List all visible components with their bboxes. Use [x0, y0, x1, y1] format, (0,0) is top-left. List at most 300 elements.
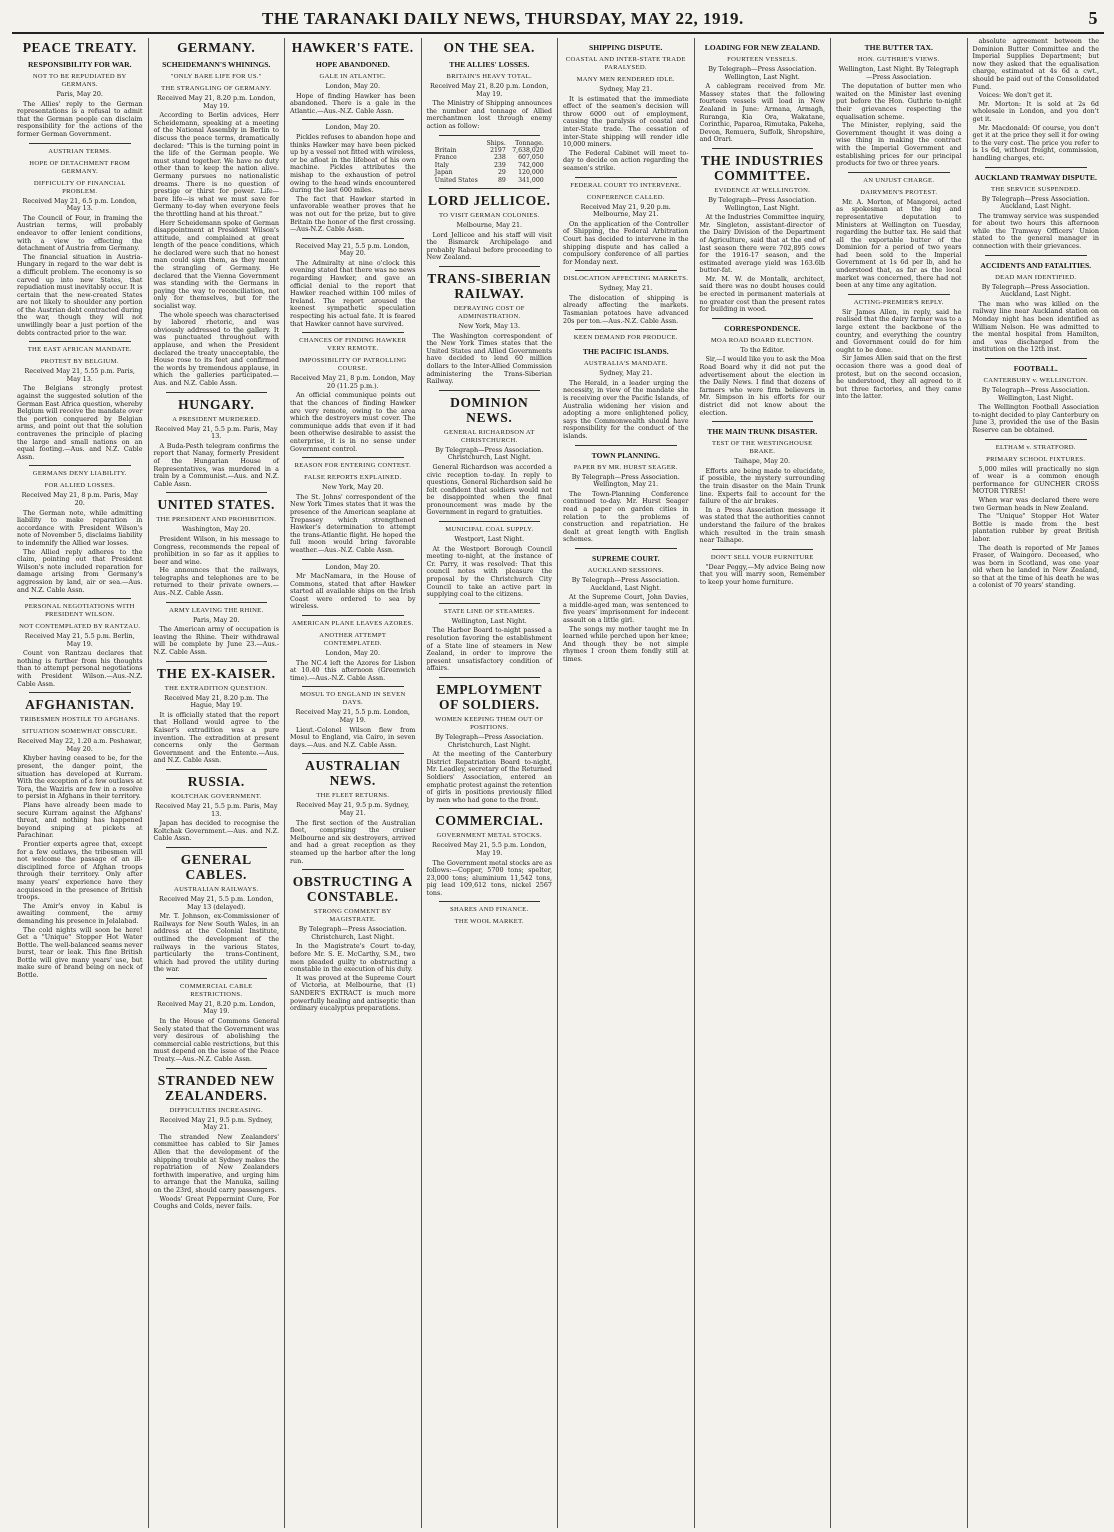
- dateline: New York, May 13.: [458, 321, 521, 330]
- dateline: Westport, Last Night.: [454, 535, 525, 544]
- sub-headline: CANTERBURY v. WELLINGTON.: [983, 377, 1088, 384]
- section-headline: RUSSIA.: [187, 773, 245, 789]
- dateline: Received May 21, 5.5 p.m. London, May 13 (delayed).: [159, 894, 274, 911]
- section-headline: HUNGARY.: [178, 396, 255, 412]
- dateline: Melbourne, May 21.: [456, 221, 523, 229]
- sub-headline: MANY MEN RENDERED IDLE.: [576, 76, 675, 83]
- sub-headline: PRIMARY SCHOOL FIXTURES.: [986, 455, 1086, 463]
- divider-rule: [439, 808, 541, 809]
- article-paragraph: The Minister, replying, said the Government thought it was doing a wise thing in making the contract with the Imperial Government and establishing prices for our principal products for two or three years.: [836, 121, 962, 168]
- article-paragraph: The dislocation of shipping is already affecting the markets. Tasmanian potatoes have advanced 20s per ton.—Aus.-N.Z. Cable Assn.: [563, 293, 689, 325]
- article-paragraph: Woods' Great Peppermint Cure, For Coughs and Colds, never fails.: [153, 1194, 279, 1211]
- sub-headline: STATE LINE OF STEAMERS.: [443, 607, 535, 615]
- sub-headline: BRITAIN'S HEAVY TOTAL.: [446, 73, 532, 80]
- dateline: By Telegraph—Press Association. Wellington, Last Night.: [708, 65, 817, 81]
- sub-headline: FEDERAL COURT TO INTERVENE.: [570, 181, 682, 189]
- divider-rule: [575, 177, 677, 178]
- article-paragraph: The "Unique" Stopper Hot Water Bottle is made from the best plantation rubber by great British labor.: [972, 512, 1099, 543]
- article-paragraph: Voices: We don't get it.: [978, 91, 1053, 100]
- divider-rule: [166, 847, 268, 848]
- table-cell: 239: [494, 161, 506, 169]
- sub-headline: PAPER BY MR. HURST SEAGER.: [573, 463, 678, 471]
- sub-headline: EVIDENCE AT WELLINGTON.: [714, 186, 811, 194]
- section-headline: DOMINION NEWS.: [450, 394, 529, 425]
- sub-headline: THE SERVICE SUSPENDED.: [991, 185, 1081, 193]
- divider-rule: [166, 1068, 268, 1069]
- dateline: Received May 21, 8.20 p.m. The Hague, May 19.: [164, 693, 269, 710]
- sub-headline: NOT TO BE REPUDIATED BY GERMANS.: [32, 73, 127, 88]
- table-cell: Britain: [434, 146, 457, 154]
- article-paragraph: The Federal Cabinet will meet to-day to decide on action regarding the seamen's strike.: [563, 148, 689, 172]
- sub-headline: DON'T SELL YOUR FURNITURE: [710, 553, 814, 561]
- article-headline: TOWN PLANNING.: [591, 450, 660, 460]
- divider-rule: [302, 869, 404, 870]
- article-paragraph: The songs my mother taught me In learned while perched upon her knee; And though they be not simple rhymes I croon them fondly still at times.: [563, 624, 689, 663]
- divider-rule: [439, 677, 541, 678]
- divider-rule: [166, 392, 268, 393]
- sub-headline: DAIRYMEN'S PROTEST.: [860, 188, 938, 196]
- table-cell: 238: [494, 154, 506, 162]
- article-paragraph: President Wilson, in his message to Congress, recommends the repeal of prohibition in so far as it applies to beer and wine.: [153, 534, 279, 566]
- sub-headline: GALE IN ATLANTIC.: [319, 73, 386, 80]
- sub-headline: KOLTCHAK GOVERNMENT.: [170, 792, 262, 800]
- dateline: Received May 21, 9.5 p.m. Sydney, May 21.: [296, 801, 410, 817]
- dateline: By Telegraph—Press Association. Wellington, Last Night.: [981, 386, 1090, 402]
- sub-headline: STRONG COMMENT BY MAGISTRATE.: [313, 908, 392, 924]
- table-cell: 89: [497, 176, 506, 184]
- sub-headline: ARMY LEAVING THE RHINE.: [169, 606, 264, 614]
- dateline: Received May 21, 5.5 p.m. London, May 19.: [295, 708, 410, 725]
- article-headline: THE MAIN TRUNK DISASTER.: [707, 427, 818, 437]
- divider-rule: [712, 318, 814, 319]
- article-paragraph: Count von Rantzau declares that nothing is further from his thoughts than to attempt personal negotiations with President Wilson.—Aus.-N.Z. Cable Assn.: [17, 649, 143, 688]
- divider-rule: [166, 661, 268, 662]
- dateline: Paris, May 20.: [193, 615, 240, 624]
- column-4: [422, 38, 559, 1528]
- article-paragraph: Pickles refuses to abandon hope and thinks Hawker may have been picked up by a vessel not fitted with wireless, or be afloat in the lifeboat of his own machine. Pickles attributes the mishap to the exhaustion of petrol owing to the head winds encountered during the last 600 miles.: [290, 132, 416, 195]
- article-paragraph: At the Industries Committee inquiry, Mr. Singleton, assistant-director of the Dairy Division of the Department of Agriculture, said that at the end of last season there were 702,895 cows for the 1916-17 season, and the estimated average yield was 163.6lb butter-fat.: [699, 213, 825, 275]
- divider-rule: [712, 549, 814, 550]
- divider-rule: [302, 457, 404, 458]
- divider-rule: [439, 188, 541, 189]
- article-paragraph: The Allies' reply to the German representations is a refusal to admit that the German people can disclaim responsibility for the actions of the former German Government.: [17, 99, 143, 138]
- sub-headline: SHARES AND FINANCE.: [450, 906, 529, 914]
- sub-headline: ACTING-PREMIER'S REPLY.: [853, 298, 944, 306]
- dateline: New York, May 20.: [321, 483, 384, 492]
- divider-rule: [439, 603, 541, 604]
- divider-rule: [302, 332, 404, 333]
- sub-headline: AUSTRIAN TERMS.: [48, 147, 112, 155]
- article-paragraph: Sir James Allen, in reply, said he realised that the dairy farmer was to a large extent the backbone of the country, and everything the country and Government could do for him ought to be done.: [836, 307, 962, 354]
- article-paragraph: The financial situation in Austria-Hungary in regard to the war debt is a difficult problem. The economy is so carved up into new States, that repudiation must inevitably occur. It is certain that the new-created States are not likely to shoulder any portion of the Austrian debt contracted during the war, though they will not unwillingly bear a just portion of the debts contracted prior to the war.: [17, 252, 143, 337]
- article-paragraph: It is officially stated that the report that Holland would agree to the Kaiser's extradition was a pure invention. The extradition at present concerns only the German Government and the Entente.—Aus. and N.Z. Cable Assn.: [153, 710, 279, 765]
- divider-rule: [848, 294, 950, 295]
- divider-rule: [302, 559, 404, 560]
- dateline: Received May 21, 8.20 p.m. London, May 19.: [156, 94, 276, 110]
- article-paragraph: Mr. T. Johnson, ex-Commissioner of Railways for New South Wales, in an address at the Colonial Institute, outlined the development of the railways in the various States, particularly the trans-Continent, which had proved the utility during the war.: [153, 912, 279, 974]
- divider-rule: [302, 686, 404, 687]
- table-cell: France: [434, 154, 457, 162]
- article-paragraph: Mr MacNamara, in the House of Commons, stated that after Hawker started all available ships on the Irish Coast were ordered to sea by wireless.: [290, 572, 416, 611]
- divider-rule: [985, 255, 1088, 256]
- article-paragraph: At the Supreme Court, John Davies, a middle-aged man, was sentenced to five years' imprisonment for indecent assault on a little girl.: [563, 593, 689, 624]
- article-paragraph: absolute agreement between the Dominion Butter Committee and the Imperial Supplies Department; but now they asked that the equalisation charge, estimated at 4s 6d a cwt., should be paid out of the Consolidated Fund.: [972, 38, 1099, 91]
- article-paragraph: General Richardson was accorded a civic reception to-day. In reply to questions, General Richardson said he felt confident that soldiers would not be disappointed when the final pronouncement was made by the Government in regard to gratuities.: [426, 462, 552, 517]
- article-paragraph: The Washington correspondent of the New York Times states that the United States and Allied Governments have decided to lend 60 million dollars to the Inter-Allied Commission administering the Trans-Siberian Railway.: [426, 331, 552, 386]
- sub-headline: AUSTRALIAN RAILWAYS.: [174, 885, 259, 893]
- section-headline: COMMERCIAL.: [435, 813, 544, 829]
- divider-rule: [302, 753, 404, 754]
- dateline: Washington, May 20.: [182, 525, 251, 534]
- section-headline: GERMANY.: [177, 40, 256, 55]
- divider-rule: [29, 143, 131, 144]
- dateline: London, May 20.: [325, 649, 380, 658]
- sub-headline: HON. GUTHRIE'S VIEWS.: [857, 56, 940, 63]
- dateline: Received May 21, 5.5 p.m. London, May 19.: [432, 841, 547, 857]
- divider-rule: [712, 148, 814, 149]
- sub-headline: AUSTRALIA'S MANDATE.: [583, 360, 668, 368]
- article-headline: LOADING FOR NEW ZEALAND.: [704, 43, 820, 52]
- shipping-loss-table: [433, 140, 546, 184]
- article-paragraph: A cablegram received from Mr. Massey states that the following fourteen vessels will load in New Zealand in June: Armana, Armagh, Ruranga, Kia Ora, Wakatane, Corinthic, Paparoa, Rimutaka, Pakeha, Devon, Remuera, Suffolk, Shropshire, and Orari.: [699, 82, 825, 144]
- divider-rule: [166, 602, 268, 603]
- dateline: Received May 21, 8 p.m. Paris, May 20.: [21, 491, 138, 507]
- section-headline: EMPLOYMENT OF SOLDIERS.: [436, 681, 543, 712]
- table-cell: 7,638,020: [512, 146, 544, 154]
- divider-rule: [985, 167, 1088, 168]
- sub-headline: GENERAL RICHARDSON AT CHRISTCHURCH.: [443, 428, 535, 444]
- section-headline: UNITED STATES.: [157, 497, 275, 513]
- sub-headline: GOVERNMENT METAL STOCKS.: [436, 832, 542, 840]
- article-paragraph: The Town-Planning Conference continued to-day. Mr. Hurst Seager read a paper on garden cities in relation to the problems of construction and repatriation. He dealt at great length with English schemes.: [563, 489, 689, 544]
- dateline: To the Editor.: [740, 345, 785, 354]
- dateline: By Telegraph—Press Association. Wellington, Last Night.: [708, 195, 817, 212]
- sub-headline: ELTHAM v. STRATFORD.: [995, 443, 1076, 451]
- sub-headline: "ONLY BARE LIFE FOR US.": [170, 73, 262, 80]
- article-paragraph: The Admiralty at nine o'clock this evening stated that there was no news regarding Hawker, and gave an official denial to the report that Hawker reached within 100 miles of Ireland. The report aroused the keenest sympathetic speculation respecting his actual fate. It is feared that Hawker cannot have survived.: [290, 258, 416, 328]
- divider-rule: [439, 266, 541, 267]
- sub-headline: THE FLEET RETURNS.: [316, 792, 390, 800]
- article-paragraph: The whole speech was characterised by labored rhetoric, and was obviously addressed to the gallery. It was punctuated throughout with applause, and when the President declared the treaty unacceptable, the House rose to its feet and confirmed the words by tremendous applause, in which the galleries participated.—Aus. and N.Z. Cable Assn.: [153, 310, 279, 387]
- sub-headline: IMPOSSIBILITY OF PATROLLING COURSE.: [299, 357, 407, 373]
- sub-headline: TEST OF THE WESTINGHOUSE BRAKE.: [712, 440, 813, 456]
- divider-rule: [439, 521, 541, 522]
- dateline: Received May 22, 1.20 a.m. Peshawar, May 20.: [17, 737, 143, 753]
- article-paragraph: Japan has decided to recognise the Koltchak Government.—Aus. and N.Z. Cable Assn.: [153, 819, 279, 843]
- article-headline: FOOTBALL.: [1013, 364, 1058, 373]
- article-paragraph: 5,000 miles will practically no sign of wear is a common enough performance for GUNCHER CROSS MOTOR TYRES!: [972, 464, 1099, 496]
- dateline: By Telegraph—Press Association. Christchurch, Last Night.: [298, 925, 407, 941]
- sub-headline: DISLOCATION AFFECTING MARKETS.: [563, 275, 689, 283]
- sub-headline: MOA ROAD BOARD ELECTION.: [710, 336, 814, 344]
- divider-rule: [302, 615, 404, 616]
- divider-rule: [575, 445, 677, 446]
- table-cell: 341,000: [518, 176, 544, 184]
- sub-headline: GERMANS DENY LIABILITY.: [32, 470, 127, 478]
- section-headline: PEACE TREATY.: [22, 40, 137, 55]
- sub-headline: DEAD MAN IDENTIFIED.: [995, 273, 1077, 281]
- masthead-title: THE TARANAKI DAILY NEWS, THURSDAY, MAY 22, 1919.: [262, 9, 744, 28]
- section-headline: LORD JELLICOE.: [428, 193, 551, 208]
- article-headline: SCHEIDEMANN'S WHININGS.: [162, 60, 271, 69]
- article-paragraph: A Buda-Pesth telegram confirms the report that Nanay, formerly President of the Hungarian House of Representatives, was murdered in a train by a Communist.—Aus. and N.Z. Cable Assn.: [153, 441, 279, 488]
- dateline: Received May 21, 9.5 p.m. Sydney, May 21.: [159, 1115, 273, 1132]
- article-headline: THE ALLIES' LOSSES.: [449, 60, 530, 69]
- column-8: [968, 38, 1105, 1528]
- article-paragraph: The cold nights will soon be here! Get a "Unique" Stopper Hot Water Bottle. The well-balanced seams never burst, tear or leak. This fine British Bottle will give many years' use, but make sure of brand being on neck of Bottle.: [17, 925, 143, 980]
- sub-headline: A PRESIDENT MURDERED.: [172, 415, 261, 423]
- divider-rule: [29, 465, 131, 466]
- dateline: Sydney, May 21.: [599, 284, 653, 293]
- article-paragraph: The American army of occupation is leaving the Rhine. Their withdrawal will be complete by June 23.—Aus.-N.Z. Cable Assn.: [153, 625, 279, 657]
- table-header-cell: [433, 140, 483, 147]
- table-cell: 742,000: [518, 161, 544, 169]
- article-paragraph: The Council of Four, in framing the Austrian terms, will probably endeavor to offer lenient conditions, with a view to effecting the detachment of Austria from Germany.: [17, 213, 143, 253]
- sub-headline: HOPE OF DETACHMENT FROM GERMANY.: [29, 159, 131, 175]
- section-headline: THE EX-KAISER.: [156, 665, 276, 681]
- divider-rule: [985, 439, 1088, 440]
- article-paragraph: The stranded New Zealanders' committee has cabled to Sir James Allen that the development of the shipping trouble at Sydney makes the repatriation of New Zealanders forthwith imperative, and urging him to arrange that the Manuka, sailing on the 23rd, should carry passengers.: [153, 1132, 279, 1194]
- article-headline: RESPONSIBILITY FOR WAR.: [27, 60, 132, 69]
- sub-headline: PERSONAL NEGOTIATIONS WITH PRESIDENT WILSON.: [24, 603, 135, 619]
- article-paragraph: The Harbor Board to-night passed a resolution favoring the establishment of a State line of steamers in New Zealand, in order to improve the present unsatisfactory condition of affairs.: [426, 626, 552, 673]
- article-paragraph: Sir James Allen said that on the first occasion there was a good deal of protest, but on the second occasion, he understood, they all agreed to it but three factories, and they came into the latter.: [836, 354, 962, 401]
- article-paragraph: Lord Jellicoe and his staff will visit the Bismarck Archipelago and probably Rabaul before proceeding to New Zealand.: [426, 230, 552, 262]
- article-paragraph: The deputation of butter men who waited on the Minister last evening put before the Hon. Guthrie to-night their grievances respecting the equalisation scheme.: [836, 82, 962, 121]
- article-paragraph: At the Westport Borough Council meeting to-night, at the instance of Cr. Parry, it was resolved: That this council notes with pleasure the proposal by the Christchurch City Council to take an active part in supplying coal to the citizens.: [426, 544, 552, 599]
- divider-rule: [302, 238, 404, 239]
- sub-headline: MUNICIPAL COAL SUPPLY.: [445, 526, 534, 534]
- divider-rule: [166, 492, 268, 493]
- article-paragraph: The Ministry of Shipping announces the number and tonnage of Allied merchantmen lost through enemy action as follow:: [426, 99, 552, 130]
- sub-headline: TRIBESMEN HOSTILE TO AFGHANS.: [20, 716, 140, 724]
- sub-headline: REASON FOR ENTERING CONTEST.: [294, 462, 411, 470]
- article-paragraph: In the Magistrate's Court to-day, before Mr. S. E. McCarthy, S.M., two men pleaded guilty to obstructing a constable in the execution of his duty.: [290, 942, 416, 974]
- divider-rule: [166, 978, 268, 979]
- sub-headline: NOT CONTEMPLATED BY RANTZAU.: [19, 623, 141, 631]
- sub-headline: THE PRESIDENT AND PROHIBITION.: [156, 516, 277, 524]
- dateline: Received May 21, 5.5 p.m. Berlin, May 19.: [24, 632, 135, 648]
- article-paragraph: Sir,—I would like you to ask the Moa Road Board why it did not put the advertisement about the election in the Daily News. I find that dozens of farmers who were firm believers in Mr. Simpson in his efforts for our district did not know about the election.: [699, 355, 825, 417]
- article-paragraph: On the application of the Controller of Shipping, the Federal Arbitration Court has decided to intervene in the shipping dispute and has called a compulsory conference of all parties for Monday next.: [563, 219, 689, 266]
- divider-rule: [29, 692, 131, 693]
- dateline: Taihape, May 20.: [734, 457, 791, 466]
- article-paragraph: Herr Scheidemann spoke of German disappointment at President Wilson's attitude, and complained at great length of the peace conditions, which he declared were such that no honest man could sign them, as they meant the strangling of Germany. He declared that the Vienna Government was standing with the Germans in paying the way to reconciliation, not only for themselves, but for the socialist way.: [153, 218, 279, 311]
- article-paragraph: "Dear Peggy,—My advice Being now that you will marry soon, Remember to keep your home furniture.: [699, 562, 825, 586]
- article-paragraph: In the House of Commons General Seely stated that the Government was very desirous of abolishing the commercial cable restrictions, but this must depend on the issue of the Peace Treaty.—Aus.-N.Z. Cable Assn.: [153, 1017, 279, 1064]
- column-3: [285, 38, 422, 1528]
- sub-headline: AUCKLAND SESSIONS.: [587, 566, 664, 574]
- table-cell: 29: [497, 169, 506, 177]
- page-number: 5: [1088, 8, 1098, 28]
- dateline: Sydney, May 21.: [599, 85, 653, 93]
- column-5: [558, 38, 695, 1528]
- divider-rule: [575, 270, 677, 271]
- article-headline: CORRESPONDENCE.: [724, 323, 801, 333]
- article-paragraph: Lieut.-Colonel Wilson flew from Mosul to England, via Cairo, in seven days.—Aus. and N.Z. Cable Assn.: [290, 725, 416, 749]
- sub-headline: PROTEST BY BELGIUM.: [40, 358, 119, 366]
- dateline: Received May 21, 5.5 p.m. Paris, May 13.: [155, 424, 278, 441]
- table-cell: Japan: [434, 169, 453, 177]
- article-paragraph: The Belgians strongly protest against the suggested solution of the German East Africa question, whereby Belgium will receive the mandate over the portion conquered by Belgian arms, and point out that the solution contravenes the principle of placing the large and small nations on an equal footing.—Aus. and N.Z. Cable Assn.: [17, 384, 143, 461]
- table-cell: 120,000: [518, 169, 544, 177]
- article-headline: SHIPPING DISPUTE.: [589, 43, 663, 52]
- article-headline: SUPREME COURT.: [591, 553, 660, 563]
- section-headline: STRANDED NEW ZEALANDERS.: [157, 1072, 275, 1103]
- dateline: Received May 21, 5.5 p.m. Paris, May 13.: [155, 801, 278, 818]
- sub-headline: ANOTHER ATTEMPT CONTEMPLATED.: [319, 632, 387, 648]
- table-header-cell: Ships.: [486, 139, 506, 147]
- article-paragraph: Mr. Macdonald: Of course, you don't get it at the price they sell it for owing to the very cost. The price you refer to is 1s 6d, without freight, commission, handling charges, etc.: [972, 123, 1099, 162]
- article-paragraph: It is estimated that the immediate effect of the seamen's decision will throw 6000 out of employment, causing the paralysis of coastal and inter-State trade. The cessation of inter-State shipping will render idle 10,000 miners.: [563, 94, 689, 149]
- article-paragraph: Khyber having ceased to be, for the present, the danger point, the situation has developed at Kurram. With the exception of a few outlaws at Tora, the Waziris are few in a resolve to persist in Afghans in their territory.: [17, 754, 143, 801]
- article-paragraph: Mr. A. Morton, of Mangorei, acted as spokesman at the big and representative deputation to Ministers at Wellington on Tuesday, regarding the butter tax. He said that all the exportable butter of the Dominion for a period of two years had been sold to the Imperial Government at 1s 6d per lb, and he understood that, as far as the local market was concerned, there had not been at any time any agitation.: [836, 197, 962, 290]
- section-headline: AUSTRALIAN NEWS.: [305, 758, 401, 789]
- article-paragraph: The Amir's envoy in Kabul is awaiting comment, the army demanding his presence in Jelalabad.: [17, 901, 143, 925]
- dateline: Paris, May 20.: [56, 90, 103, 98]
- sub-headline: THE EAST AFRICAN MANDATE.: [27, 346, 132, 354]
- sub-headline: THE EXTRADITION QUESTION.: [164, 684, 268, 692]
- dateline: By Telegraph—Press Association. Auckland, Last Night.: [981, 282, 1090, 299]
- sub-headline: COMMERCIAL CABLE RESTRICTIONS.: [179, 982, 253, 998]
- table-row: [433, 147, 546, 154]
- article-paragraph: When war was declared there were two German heads in New Zealand.: [972, 495, 1099, 512]
- article-paragraph: He announces that the railways, telegraphs and telephones are to be returned to their private owners.—Aus.-N.Z. Cable Assn.: [153, 566, 279, 598]
- divider-rule: [575, 329, 677, 330]
- dateline: By Telegraph—Press Association. Auckland, Last Night.: [571, 575, 680, 592]
- sub-headline: KEEN DEMAND FOR PRODUCE.: [573, 334, 678, 342]
- section-headline: HAWKER'S FATE.: [291, 40, 414, 55]
- divider-rule: [985, 358, 1088, 359]
- section-headline: OBSTRUCTING A CONSTABLE.: [292, 874, 413, 905]
- divider-rule: [439, 901, 541, 902]
- dateline: Received May 21, 8.20 p.m. London, May 19.: [429, 82, 549, 98]
- article-paragraph: The NC.4 left the Azores for Lisbon at 10.40 this afternoon (Greenwich time).—Aus.-N.Z. Cable Assn.: [290, 658, 416, 682]
- sub-headline: AMERICAN PLANE LEAVES AZORES.: [292, 620, 414, 628]
- sub-headline: COASTAL AND INTER-STATE TRADE PARALYSED.: [565, 56, 686, 71]
- dateline: By Telegraph—Press Association. Wellington, May 21.: [571, 472, 680, 489]
- article-paragraph: It was proved at the Supreme Court of Victoria, at Melbourne, that (1) SANDER'S EXTRACT is much more powerfully healing and antiseptic than ordinary eucalyptus preparations.: [290, 973, 416, 1013]
- sub-headline: CONFERENCE CALLED.: [586, 193, 665, 201]
- article-paragraph: Plans have already been made to secure Kurram against the Afghans' threat, and nothing has happened beyond sniping at pickets at Parachinar.: [17, 801, 143, 840]
- sub-headline: AN UNJUST CHARGE.: [863, 176, 935, 184]
- section-headline: TRANS-SIBERIAN RAILWAY.: [427, 270, 552, 301]
- article-headline: HOPE ABANDONED.: [315, 60, 390, 69]
- article-paragraph: The tramway service was suspended for about two hours this afternoon while the Tramway Officers' Union stated to the general manager in connection with their grievances.: [972, 211, 1099, 251]
- sub-headline: FOR ALLIED LOSSES.: [44, 482, 115, 490]
- article-paragraph: The Allied reply adheres to the claim, pointing out that President Wilson's note included reparation for damage arising from Germany's aggression by land, air or sea.—Aus. and N.Z. Cable Assn.: [17, 547, 143, 594]
- article-paragraph: Mr. Morton: It is sold at 2s 6d wholesale in London, and you don't get it.: [972, 99, 1099, 123]
- table-cell: 2197: [490, 146, 506, 154]
- divider-rule: [302, 119, 404, 120]
- article-paragraph: The St. Johns' correspondent of the New York Times states that it was the presence of the American seaplane at Trepassey which strengthened Hawker's determination to attempt the trans-Atlantic flight. He hoped the full moon would bring favorable weather.—Aus.-N.Z. Cable Assn.: [290, 492, 416, 554]
- dateline: Received May 21, 5.5 p.m. London, May 20.: [295, 241, 410, 258]
- article-headline: AUCKLAND TRAMWAY DISPUTE.: [974, 172, 1097, 182]
- article-headline: ACCIDENTS AND FATALITIES.: [980, 260, 1092, 270]
- dateline: Wellington, Last Night.: [451, 616, 527, 625]
- sub-headline: DIFFICULTIES INCREASING.: [169, 1106, 263, 1114]
- sub-headline: MOSUL TO ENGLAND IN SEVEN DAYS.: [299, 691, 406, 707]
- sub-headline: THE WOOL MARKET.: [454, 918, 524, 926]
- column-7: [831, 38, 968, 1528]
- sub-headline: DIFFICULTY OF FINANCIAL PROBLEM.: [33, 179, 126, 195]
- dateline: London, May 20.: [325, 123, 380, 132]
- table-row: [433, 162, 546, 169]
- dateline: Received May 21, 9.20 p.m. Melbourne, May 21.: [580, 202, 671, 219]
- divider-rule: [848, 172, 950, 173]
- table-row: [433, 169, 546, 176]
- article-paragraph: Mr. M. W. de Montalk, architect, said there was no doubt houses could be erected in permanent materials at no greater cost than the present rates for building in wood.: [699, 274, 825, 314]
- divider-rule: [712, 421, 814, 422]
- section-headline: ON THE SEA.: [443, 40, 535, 55]
- table-cell: United States: [434, 176, 478, 184]
- column-6: [695, 38, 832, 1528]
- sub-headline: FOURTEEN VESSELS.: [727, 56, 798, 63]
- divider-rule: [29, 341, 131, 342]
- article-paragraph: An official communique points out that the chances of finding Hawker are very remote, owing to the area which the destroyers must cover. The communique adds that even if it had been otherwise desirable to assist the enterprise, it is in no sense under Government control.: [290, 391, 416, 453]
- article-paragraph: Hope of finding Hawker has been abandoned. There is a gale in the Atlantic.—Aus.-N.Z. Cable Assn.: [290, 91, 416, 115]
- article-paragraph: The Wellington Football Association to-night decided to play Canterbury on June 3, provided the use of the Basin Reserve can be obtained.: [972, 403, 1099, 434]
- dateline: Received May 21, 8.20 p.m. London, May 19.: [156, 999, 276, 1016]
- dateline: By Telegraph—Press Association. Christchurch, Last Night.: [435, 732, 544, 749]
- column-grid: [12, 38, 1104, 1528]
- divider-rule: [166, 769, 268, 770]
- sub-headline: FALSE REPORTS EXPLAINED.: [304, 474, 402, 482]
- sub-headline: THE STRANGLING OF GERMANY.: [161, 85, 272, 92]
- table-row: [433, 154, 546, 161]
- divider-rule: [439, 390, 541, 391]
- article-paragraph: Frontier experts agree that, except for a few outlaws, the tribesmen will not welcome the passage of an ill-disciplined force of Afghan troops through their territory. Only after many years' experience have they acquiesced in the presence of British troops.: [17, 839, 143, 902]
- table-row: [433, 177, 546, 184]
- section-headline: THE INDUSTRIES COMMITTEE.: [700, 152, 824, 183]
- table-cell: Italy: [434, 161, 449, 169]
- article-paragraph: The man who was killed on the railway line near Auckland station on Monday night has been identified as William Nelson. He was admitted to the mental hospital from Hamilton, and was discharged from the institution on the 12th inst.: [972, 299, 1099, 354]
- divider-rule: [439, 135, 541, 136]
- dateline: Wellington, Last Night. By Telegraph—Press Association.: [838, 65, 959, 81]
- section-headline: GENERAL CABLES.: [180, 851, 252, 882]
- sub-headline: SITUATION SOMEWHAT OBSCURE.: [22, 728, 138, 736]
- table-header-cell: Tonnage.: [515, 139, 544, 147]
- article-paragraph: The first section of the Australian fleet, comprising the cruiser Melbourne and six destroyers, arrived and had a great reception as they steamed up the harbor after the long run.: [290, 818, 416, 865]
- article-paragraph: The death is reported of Mr James Fraser, of Waingoro. Deceased, who was born in Scotland, was one year old when he landed in New Zealand, so that at the time of his death he was a colonist of 70 years' standing.: [972, 543, 1099, 590]
- column-2: [149, 38, 286, 1528]
- sub-headline: WOMEN KEEPING THEM OUT OF POSITIONS.: [435, 715, 544, 731]
- article-paragraph: The Herald, in a leader urging the necessity, in view of the mandate she is receiving over the Pacific Islands, of Australia widening her vision and adopting a more enlightened policy, says the Commonwealth should have responsibility for the conduct of the islands.: [563, 378, 689, 440]
- masthead: [12, 8, 1104, 34]
- dateline: London, May 20.: [325, 82, 380, 90]
- dateline: Received May 21, 8 p.m. London, May 20 (11.25 p.m.).: [290, 374, 415, 390]
- article-headline: THE PACIFIC ISLANDS.: [582, 347, 669, 357]
- article-paragraph: In a Press Association message it was stated that the authorities cannot understand the failure of the brakes which resulted in the train smash near Taihape.: [699, 505, 825, 545]
- section-headline: AFGHANISTAN.: [25, 697, 135, 713]
- divider-rule: [575, 548, 677, 549]
- article-paragraph: The German note, while admitting liability to make reparation in accordance with President Wilson's note of November 5, disclaims liability to indemnify the Allied war losses.: [17, 508, 143, 547]
- column-1: [12, 38, 149, 1528]
- article-paragraph: The fact that Hawker started in unfavorable weather proves that he was not out for the prize, but to give Britain the honor of the first crossing.—Aus-N.Z. Cable Assn.: [290, 194, 416, 234]
- article-paragraph: Efforts are being made to elucidate, if possible, the mystery surrounding the train disaster on the Main Trunk line. Experts fail to account for the failure of the air brakes.: [699, 466, 825, 506]
- dateline: Received May 21, 6.5 p.m. London, May 13.: [22, 196, 137, 213]
- sub-headline: TO VISIT GERMAN COLONIES.: [438, 212, 540, 219]
- table-cell: 607,050: [518, 154, 544, 162]
- dateline: By Telegraph—Press Association. Auckland, Last Night.: [981, 194, 1090, 211]
- dateline: Sydney, May 21.: [599, 369, 653, 378]
- article-headline: THE BUTTER TAX.: [864, 43, 933, 52]
- sub-headline: DEFRAYING COST OF ADMINISTRATION.: [453, 304, 525, 320]
- article-paragraph: At the meeting of the Canterbury District Repatriation Board to-night, Mr. Leadley, secretary of the Returned Soldiers' Association, entered an emphatic protest against the retention of girls in positions previously filled by men who had gone to the front.: [426, 750, 552, 804]
- article-paragraph: According to Berlin advices, Herr Scheidemann, speaking at a meeting of the National Assembly in Berlin to discuss the peace terms, dramatically declared: "This is the turning point in the life of the German people. We must stand together. We have no duty other than to keep the nation alive. Germany pursues no nationalistic dreams. There is no question of prestige or thirst for power. Life—bare life—is what we must save for Germany to-day when everyone feels the throttling hand at his throat.": [153, 111, 279, 218]
- article-paragraph: The Government metal stocks are as follows:—Copper, 5700 tons; spelter, 23,000 tons; aluminium 11,542 tons, pig lead 109,612 tons, nickel 2567 tons.: [426, 858, 552, 897]
- dateline: By Telegraph—Press Association. Christchurch, Last Night.: [435, 445, 544, 462]
